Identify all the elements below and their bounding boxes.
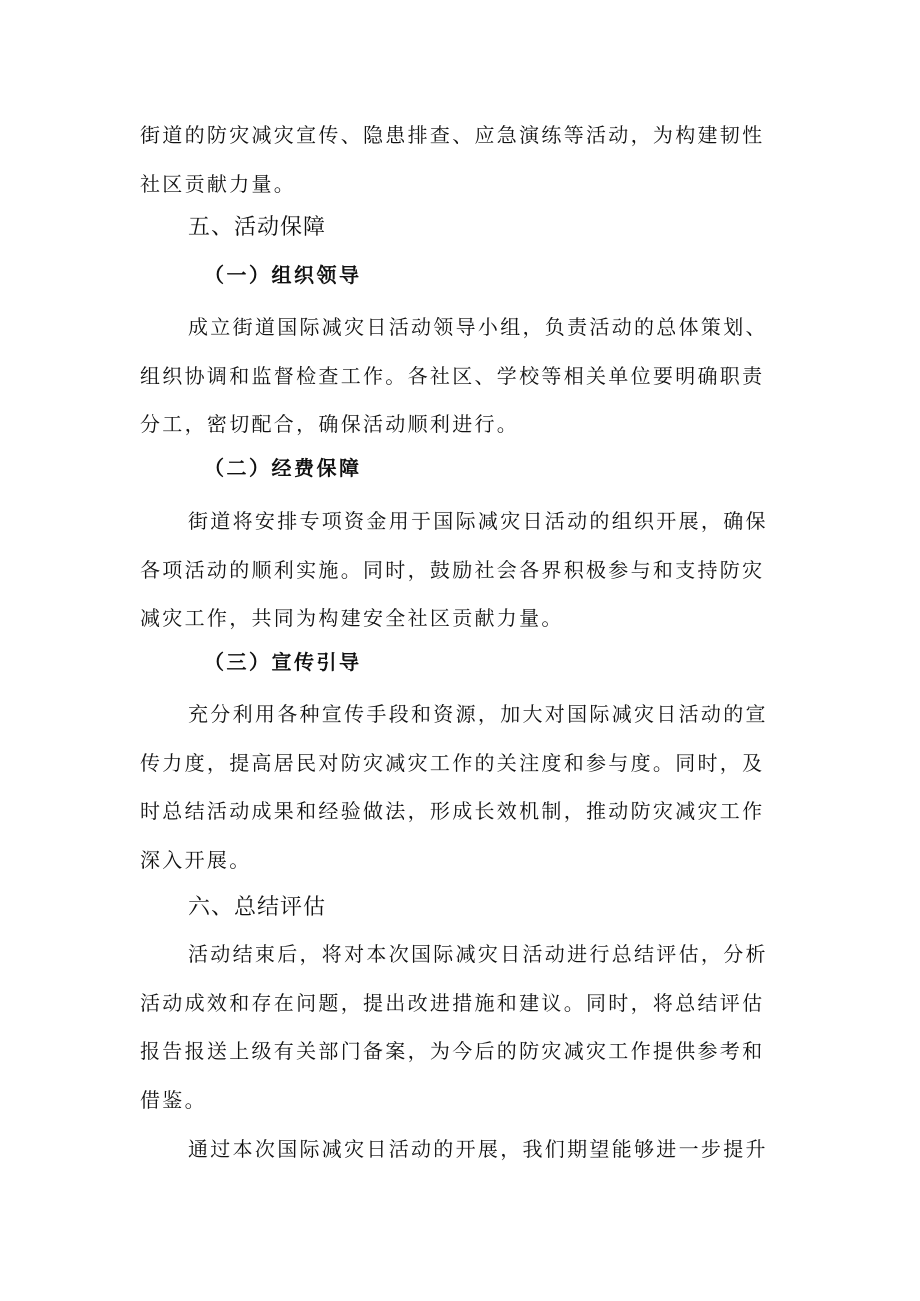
funding-paragraph: 街道将安排专项资金用于国际减灾日活动的组织开展，确保各项活动的顺利实施。同时，鼓励社会各界积极参与和支持防灾减灾工作，共同为构建安全社区贡献力量。 (140, 509, 768, 630)
section-six-heading: 六、总结评估 (188, 895, 327, 920)
organization-paragraph: 成立街道国际减灾日活动领导小组，负责活动的总体策划、组织协调和监督检查工作。各社区、学校等相关单位要明确职责分工，密切配合，确保活动顺利进行。 (140, 315, 768, 436)
closing-paragraph: 通过本次国际减灾日活动的开展，我们期望能够进一步提升 (188, 1137, 768, 1161)
evaluation-paragraph: 活动结束后，将对本次国际减灾日活动进行总结评估，分析活动成效和存在问题，提出改进措施和建议。同时，将总结评估报告报送上级有关部门备案，为今后的防灾减灾工作提供参考和借鉴。 (140, 942, 768, 1112)
section-five-heading: 五、活动保障 (188, 215, 327, 240)
subsection-organization-heading: （一）组织领导 (204, 263, 362, 287)
publicity-paragraph: 充分利用各种宣传手段和资源，加大对国际减灾日活动的宣传力度，提高居民对防灾减灾工作的关注度和参与度。同时，及时总结活动成果和经验做法，形成长效机制，推动防灾减灾工作深入开展。 (140, 702, 768, 872)
intro-paragraph: 街道的防灾减灾宣传、隐患排查、应急演练等活动，为构建韧性社区贡献力量。 (140, 123, 765, 196)
subsection-funding-heading: （二）经费保障 (204, 456, 362, 480)
subsection-publicity-heading: （三）宣传引导 (204, 650, 362, 674)
